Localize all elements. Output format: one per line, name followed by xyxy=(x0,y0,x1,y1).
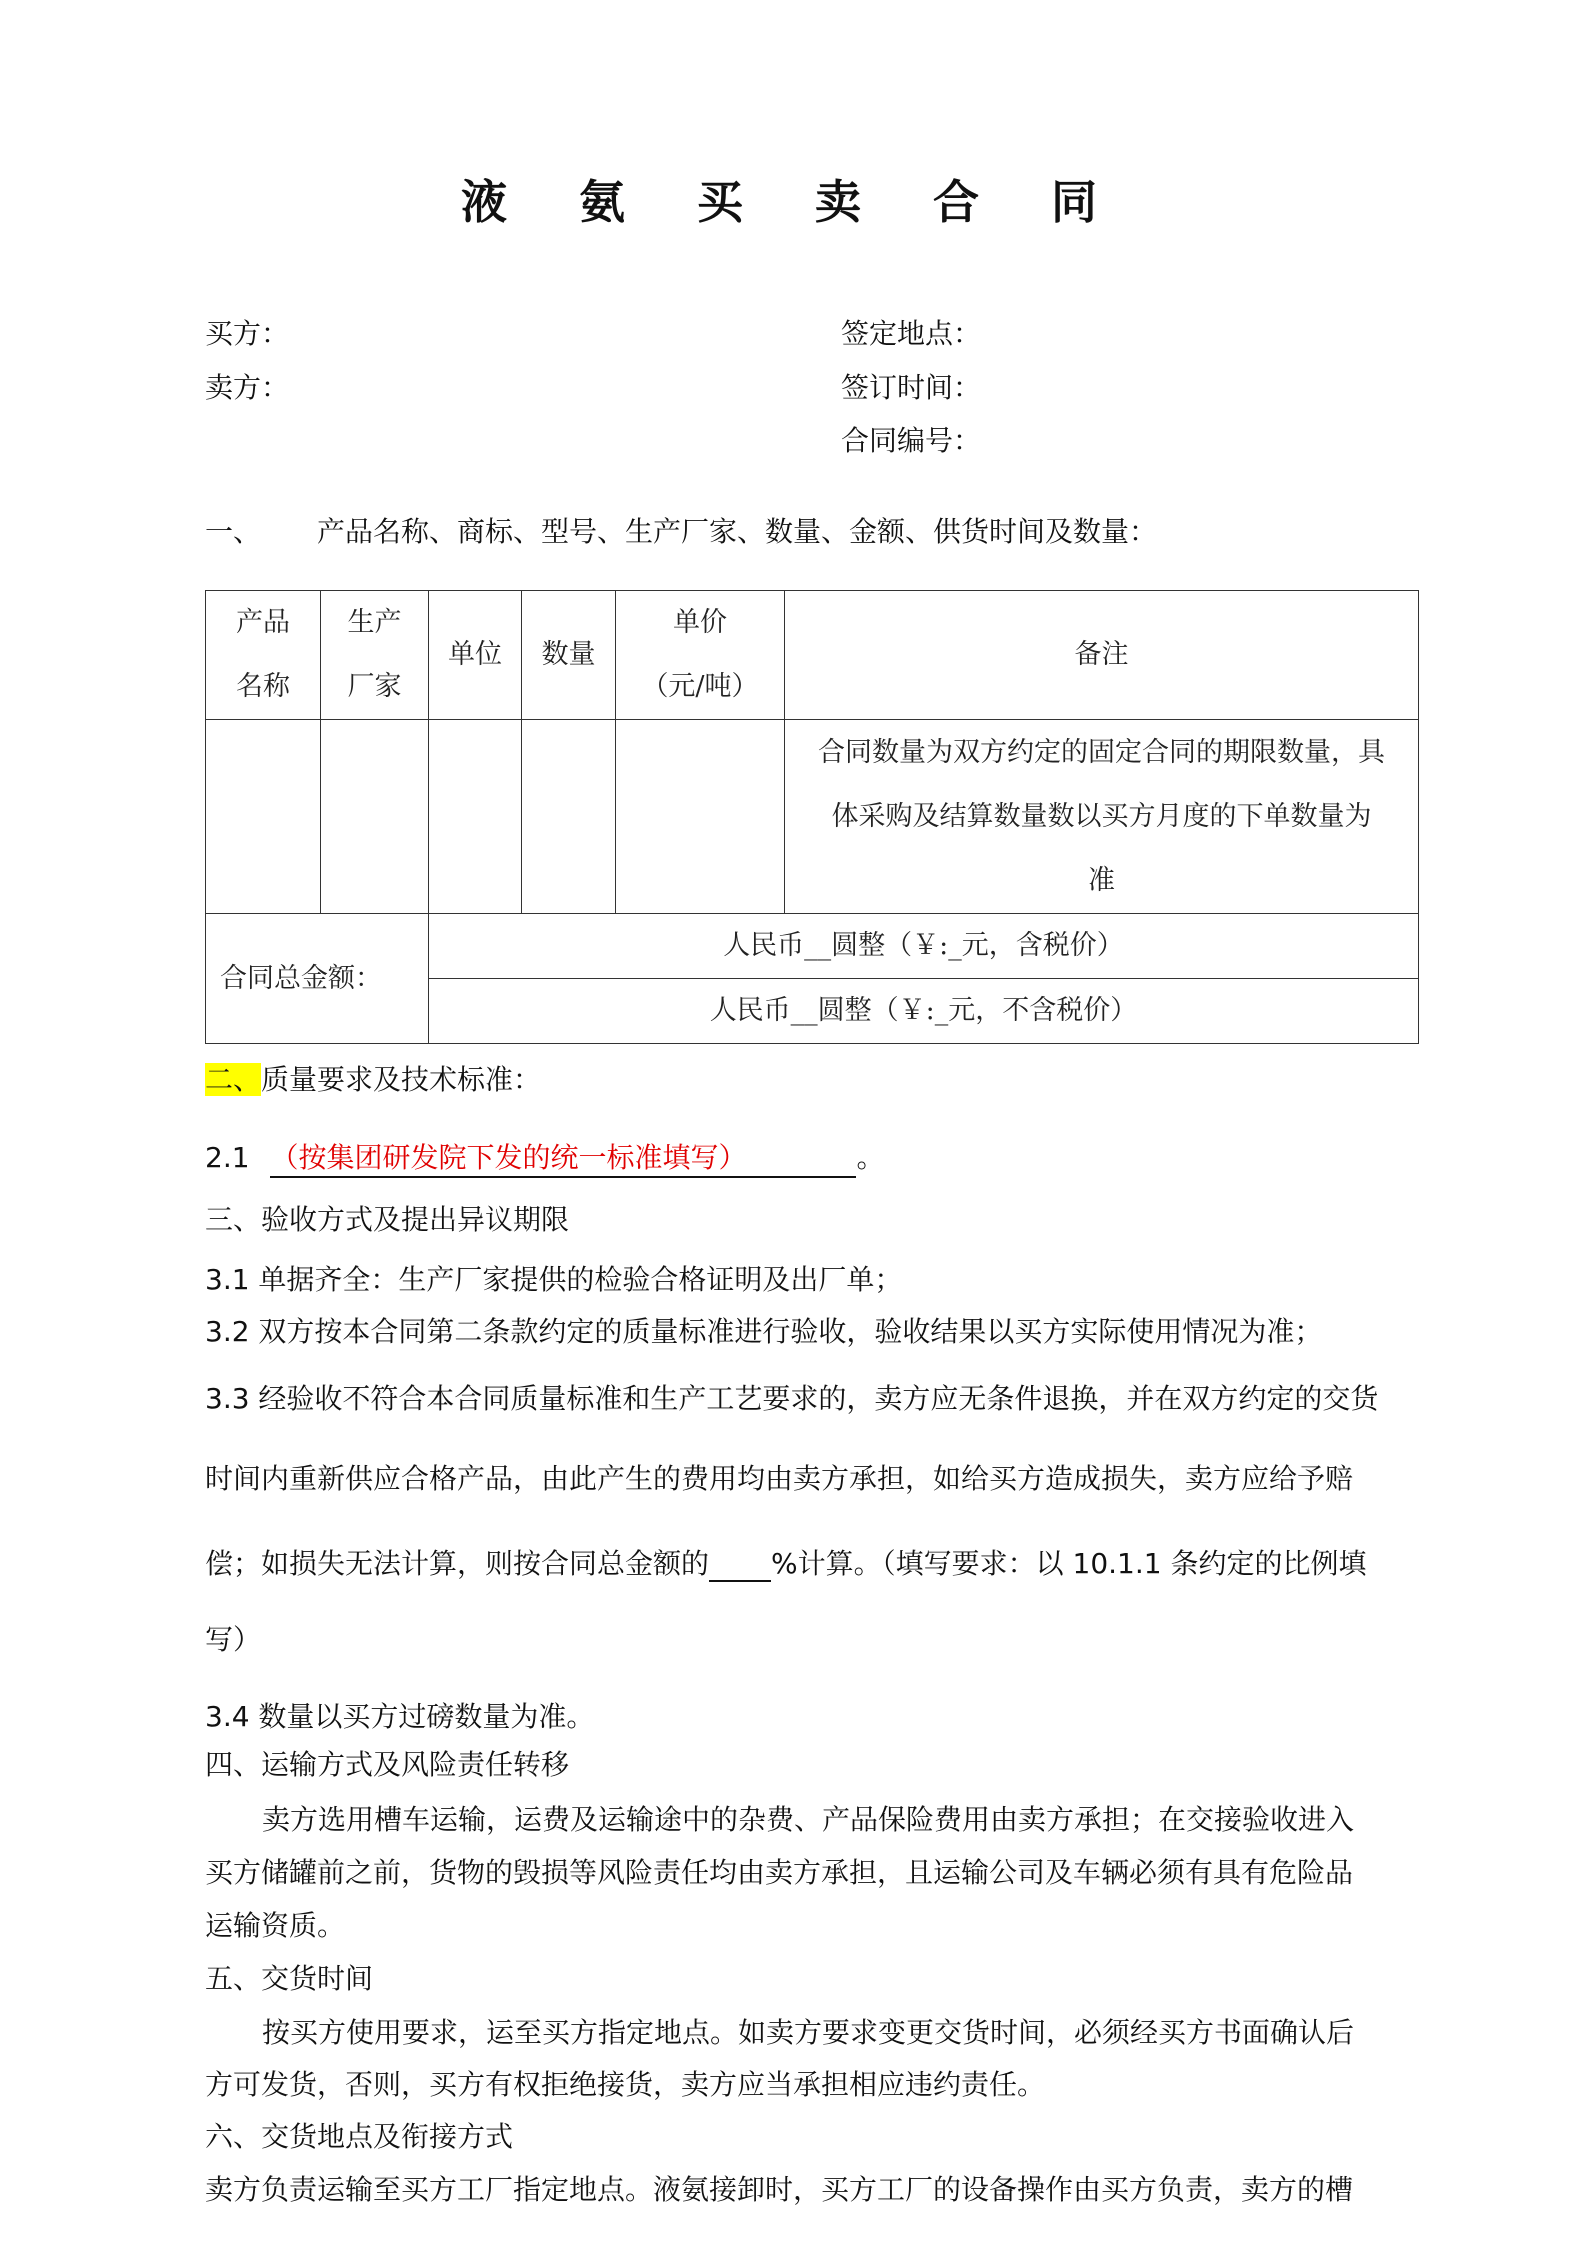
col-header-manufacturer: 生产 厂家 xyxy=(321,591,429,720)
item-3-3-line2: 时间内重新供应合格产品，由此产生的费用均由卖方承担，如给买方造成损失，卖方应给予赔 xyxy=(205,1462,1354,1495)
section4-paragraph-line1: 卖方选用槽车运输，运费及运输途中的杂费、产品保险费用由卖方承担；在交接验收进入 xyxy=(262,1803,1355,1836)
seller-label: 卖方： xyxy=(205,371,290,404)
section6-heading: 六、交货地点及衔接方式 xyxy=(205,2120,514,2153)
item-3-3-line1: 3.3 经验收不符合本合同质量标准和生产工艺要求的，卖方应无条件退换，并在双方约定的交货 xyxy=(205,1382,1379,1415)
item-3-2: 3.2 双方按本合同第二条款约定的质量标准进行验收，验收结果以买方实际使用情况为准； xyxy=(205,1315,1323,1348)
item-3-3-line3: 偿；如损失无法计算，则按合同总金额的 %计算。（填写要求：以 10.1.1 条约定的比例填 xyxy=(205,1547,1367,1580)
section3-heading: 三、验收方式及提出异议期限 xyxy=(205,1203,570,1236)
item-2-1-end: 。 xyxy=(856,1141,885,1174)
section4-heading: 四、运输方式及风险责任转移 xyxy=(205,1748,570,1781)
col-header-unit-price: 单价 （元/吨） xyxy=(616,591,785,720)
total-tax-excl: 人民币__圆整（￥:_元，不含税价） xyxy=(429,979,1419,1044)
item-3-4: 3.4 数量以买方过磅数量为准。 xyxy=(205,1700,595,1733)
col-header-remark: 备注 xyxy=(785,591,1419,720)
sign-time-label: 签订时间： xyxy=(841,371,982,404)
sign-place-label: 签定地点： xyxy=(841,317,982,350)
section5-heading: 五、交货时间 xyxy=(205,1962,374,1995)
item-3-3-line4: 写） xyxy=(205,1623,262,1656)
section4-paragraph-line3: 运输资质。 xyxy=(205,1909,346,1942)
cell-remark: 合同数量为双方约定的固定合同的期限数量，具 体采购及结算数量数以买方月度的下单数量为 准 xyxy=(785,720,1419,914)
section2-heading xyxy=(205,1058,541,1098)
total-tax-incl: 人民币__圆整（￥:_元，含税价） xyxy=(429,914,1419,979)
document-title: 液 氨 买 卖 合 同 xyxy=(460,175,1126,229)
cell-unit xyxy=(429,720,522,914)
cell-product-name xyxy=(206,720,321,914)
item-2-1-standard: （按集团研发院下发的统一标准填写） xyxy=(270,1136,856,1178)
col-header-unit: 单位 xyxy=(429,591,522,720)
item-3-1: 3.1 单据齐全：生产厂家提供的检验合格证明及出厂单； xyxy=(205,1263,903,1296)
cell-manufacturer xyxy=(321,720,429,914)
total-amount-label: 合同总金额： xyxy=(206,914,429,1044)
cell-quantity xyxy=(522,720,616,914)
section1-number: 一、 xyxy=(205,515,262,548)
buyer-label: 买方： xyxy=(205,317,290,350)
section1-heading: 产品名称、商标、型号、生产厂家、数量、金额、供货时间及数量： xyxy=(317,515,1158,548)
product-table xyxy=(205,590,1419,1044)
percentage-blank xyxy=(709,1552,771,1582)
contract-no-label: 合同编号： xyxy=(841,424,982,457)
item-2-1-number: 2.1 xyxy=(205,1141,250,1174)
section4-paragraph-line2: 买方储罐前之前，货物的毁损等风险责任均由卖方承担，且运输公司及车辆必须有具有危险品 xyxy=(205,1856,1354,1889)
section5-paragraph-line1: 按买方使用要求，运至买方指定地点。如卖方要求变更交货时间，必须经买方书面确认后 xyxy=(262,2016,1355,2049)
col-header-quantity: 数量 xyxy=(522,591,616,720)
section2-number: 二、 xyxy=(205,1063,262,1096)
section6-paragraph-line1: 卖方负责运输至买方工厂指定地点。液氨接卸时，买方工厂的设备操作由买方负责，卖方的槽 xyxy=(205,2173,1354,2206)
total-row-tax-incl xyxy=(206,914,1419,979)
table-header-row xyxy=(206,591,1419,720)
section5-paragraph-line2: 方可发货，否则，买方有权拒绝接货，卖方应当承担相应违约责任。 xyxy=(205,2068,1046,2101)
item-2-1 xyxy=(205,1136,884,1178)
col-header-product-name: 产品 名称 xyxy=(206,591,321,720)
table-row xyxy=(206,720,1419,914)
section2-title: 质量要求及技术标准： xyxy=(261,1063,542,1096)
cell-unit-price xyxy=(616,720,785,914)
